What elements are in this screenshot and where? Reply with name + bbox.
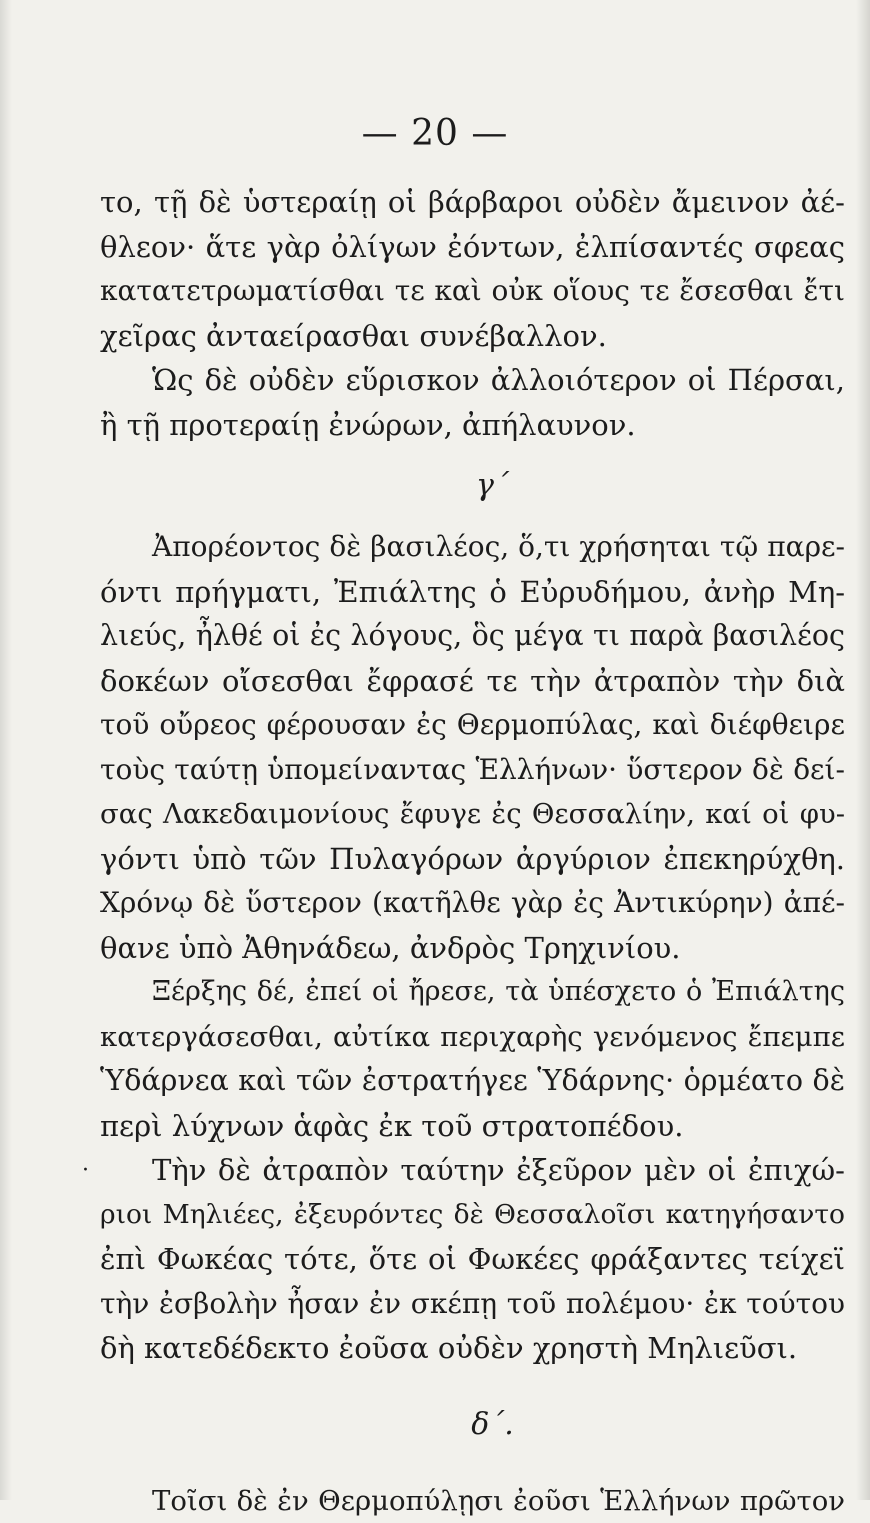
paragraph-3 bbox=[100, 525, 845, 970]
text-line: τὴν ἐσβολὴν ἦσαν ἐν σκέπῃ τοῦ πολέμου· ἐκ τούτου bbox=[100, 1282, 845, 1327]
section-heading-gamma: γ΄ bbox=[100, 447, 845, 525]
text-line: Ξέρξης δέ, ἐπεί οἱ ἤρεσε, τὰ ὑπέσχετο ὁ Ἐπιάλτης bbox=[100, 970, 845, 1015]
paragraph-1 bbox=[100, 180, 845, 358]
paragraph-5 bbox=[100, 1148, 845, 1371]
text-line: τοὺς ταύτῃ ὑπομείναντας Ἑλλήνων· ὕστερον δὲ δεί- bbox=[100, 748, 845, 793]
text-line: Ὑδάρνεα καὶ τῶν ἐστρατήγεε Ὑδάρνης· ὁρμέατο δὲ bbox=[100, 1059, 845, 1104]
text-line: Ὡς δὲ οὐδὲν εὕρισκον ἀλλοιότερον οἱ Πέρσαι, bbox=[100, 358, 845, 403]
text-line: χεῖρας ἀνταείρασθαι συνέβαλλον. bbox=[100, 314, 845, 359]
page-spine-shadow bbox=[0, 0, 12, 1500]
text-line: κατατετρωματίσθαι τε καὶ οὐκ οἵους τε ἔσεσθαι ἔτι bbox=[100, 269, 845, 314]
text-line: ἢ τῇ προτεραίῃ ἐνώρων, ἀπήλαυνον. bbox=[100, 403, 845, 448]
text-line: Τοῖσι δὲ ἐν Θερμοπύλῃσι ἐοῦσι Ἑλλήνων πρῶτον bbox=[100, 1479, 845, 1523]
paragraph-6 bbox=[100, 1479, 845, 1523]
text-line: θλεον· ἅτε γὰρ ὀλίγων ἐόντων, ἐλπίσαντές σφεας bbox=[100, 225, 845, 270]
text-line: περὶ λύχνων ἁφὰς ἐκ τοῦ στρατοπέδου. bbox=[100, 1104, 845, 1149]
text-line: σας Λακεδαιμονίους ἔφυγε ἐς Θεσσαλίην, καί οἱ φυ- bbox=[100, 792, 845, 837]
paragraph-2 bbox=[100, 358, 845, 447]
text-line: Χρόνῳ δὲ ὕστερον (κατῆλθε γὰρ ἐς Ἀντικύρην) ἀπέ- bbox=[100, 881, 845, 926]
text-block bbox=[100, 180, 845, 1523]
text-line: όντι πρήγματι, Ἐπιάλτης ὁ Εὐρυδήμου, ἀνὴρ Μη- bbox=[100, 570, 845, 615]
page-edge-shadow bbox=[856, 0, 870, 1500]
text-line: ριοι Μηλιέες, ἐξευρόντες δὲ Θεσσαλοῖσι κατηγήσαντο bbox=[100, 1193, 845, 1238]
text-line: Ἀπορέοντος δὲ βασιλέος, ὅ,τι χρήσηται τῷ παρε- bbox=[100, 525, 845, 570]
text-line: θανε ὑπὸ Ἀθηνάδεω, ἀνδρὸς Τρηχινίου. bbox=[100, 926, 845, 971]
page-number: — 20 — bbox=[0, 113, 870, 154]
text-line: δοκέων οἴσεσθαι ἔφρασέ τε τὴν ἀτραπὸν τὴν διὰ bbox=[100, 659, 845, 704]
text-line: δὴ κατεδέδεκτο ἐοῦσα οὐδὲν χρηστὴ Μηλιεῦσι. bbox=[100, 1326, 845, 1371]
section-heading-delta: δ΄. bbox=[100, 1371, 845, 1479]
text-line: γόντι ὑπὸ τῶν Πυλαγόρων ἀργύριον ἐπεκηρύχθη. bbox=[100, 837, 845, 882]
text-line: ἐπὶ Φωκέας τότε, ὅτε οἱ Φωκέες φράξαντες τείχεϊ bbox=[100, 1237, 845, 1282]
margin-mark: · bbox=[82, 1158, 89, 1183]
paragraph-4 bbox=[100, 970, 845, 1148]
text-line: κατεργάσεσθαι, αὐτίκα περιχαρὴς γενόμενος ἔπεμπε bbox=[100, 1015, 845, 1060]
text-line: τοῦ οὔρεος φέρουσαν ἐς Θερμοπύλας, καὶ διέφθειρε bbox=[100, 703, 845, 748]
text-line: Τὴν δὲ ἀτραπὸν ταύτην ἐξεῦρον μὲν οἱ ἐπιχώ- bbox=[100, 1148, 845, 1193]
text-line: λιεύς, ἦλθέ οἱ ἐς λόγους, ὃς μέγα τι παρὰ βασιλέος bbox=[100, 614, 845, 659]
text-line: το, τῇ δὲ ὑστεραίῃ οἱ βάρβαροι οὐδὲν ἄμεινον ἀέ- bbox=[100, 180, 845, 225]
